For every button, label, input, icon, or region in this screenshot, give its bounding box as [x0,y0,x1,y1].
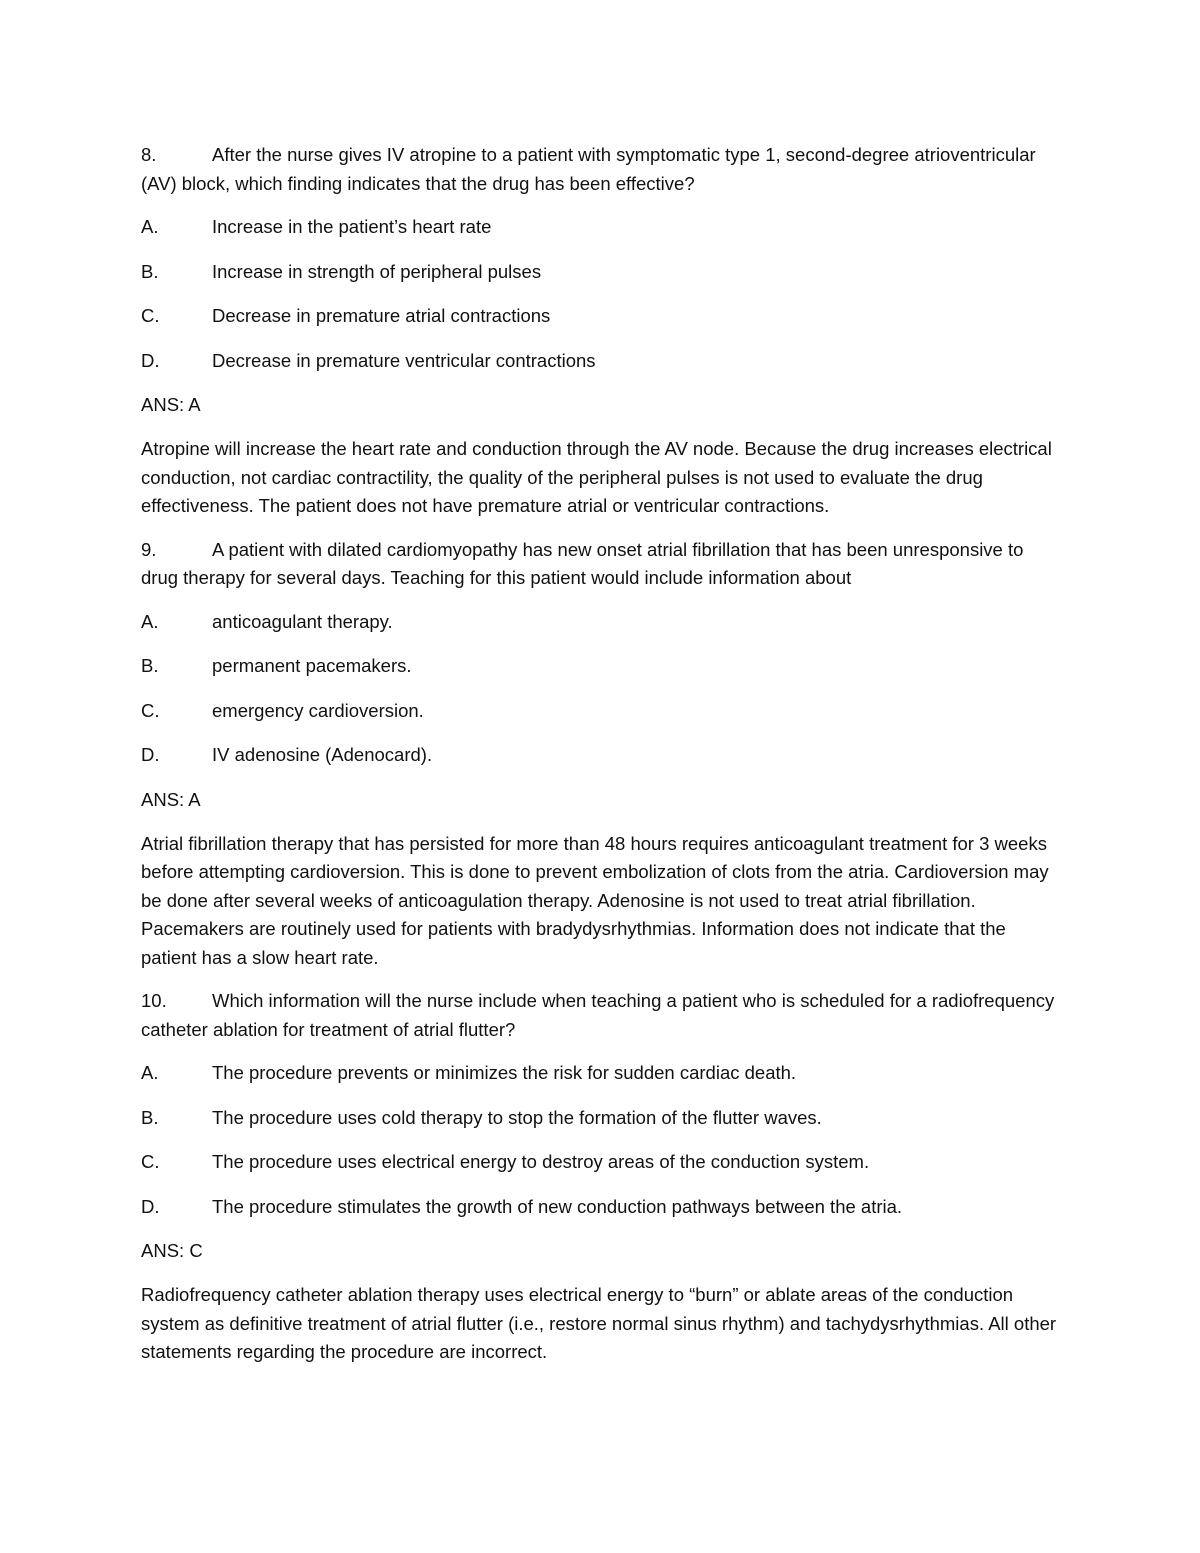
rationale: Atrial fibrillation therapy that has persisted for more than 48 hours requires anticoagulant treatment for 3 weeks before attempting cardioversion. This is done to prevent embolization of clots from the atria. Cardioversion may be done after several weeks of anticoagulation therapy. Adenosine is not used to treat atrial fibrillation. Pacemakers are routinely used for patients with bradydysrhythmias. Information does not indicate that the patient has a slow heart rate. [141,832,1049,968]
option-text: The procedure prevents or minimizes the risk for sudden cardiac death. [212,1062,797,1083]
option-letter: A. [141,610,159,632]
option-text: The procedure uses electrical energy to destroy areas of the conduction system. [212,1151,870,1172]
option-text: anticoagulant therapy. [212,610,393,632]
rationale: Radiofrequency catheter ablation therapy uses electrical energy to “burn” or ablate areas of the conduction system as definitive treatment of atrial flutter (i.e., restore normal sinus rhythm) and tachydysrhythmias. All other statements regarding the procedure are incorrect. [141,1284,1057,1362]
answer-option [141,652,1061,680]
answer-option [141,213,1061,241]
option-letter: B. [141,1106,159,1128]
option-letter: C. [141,1151,160,1172]
option-text: permanent pacemakers. [212,655,412,676]
option-text: emergency cardioversion. [212,699,424,721]
option-letter: D. [141,1195,160,1217]
option-text: Decrease in premature ventricular contractions [212,349,596,371]
option-text: The procedure uses cold therapy to stop the formation of the flutter waves. [212,1106,822,1128]
question-stem [141,536,1061,593]
answer-option [141,608,1061,636]
option-letter: C. [141,305,160,326]
rationale: Atropine will increase the heart rate and conduction through the AV node. Because the drug increases electrical conduction, not cardiac contractility, the quality of the peripheral pulses is not used to evaluate the drug effectiveness. The patient does not have premature atrial or ventricular contractions. [141,438,1052,516]
option-text: Increase in the patient’s heart rate [212,216,492,237]
question-stem [141,141,1061,198]
question-text: Which information will the nurse include when teaching a patient who is scheduled for a radiofrequency catheter ablation for treatment of atrial flutter? [141,990,1055,1040]
answer-key: ANS: C [141,1240,203,1261]
question-stem [141,987,1061,1044]
answer-key: ANS: A [141,788,201,810]
answer-option [141,258,1061,286]
option-text: Increase in strength of peripheral pulses [212,260,542,282]
answer-key: ANS: A [141,394,201,415]
question-text: A patient with dilated cardiomyopathy has new onset atrial fibrillation that has been unresponsive to drug therapy for several days. Teaching for this patient would include information about [141,538,1024,588]
option-text: IV adenosine (Adenocard). [212,744,433,765]
answer-option [141,1148,1061,1176]
document-page [141,141,1061,1382]
option-text: The procedure stimulates the growth of new conduction pathways between the atria. [212,1195,903,1217]
option-letter: A. [141,1062,159,1083]
option-letter: B. [141,260,159,282]
option-letter: D. [141,349,160,371]
answer-option [141,1059,1061,1087]
question-number: 8. [141,144,157,165]
option-letter: D. [141,744,160,765]
answer-option [141,1104,1061,1132]
option-text: Decrease in premature atrial contractions [212,305,551,326]
answer-option [141,741,1061,769]
answer-option [141,302,1061,330]
option-letter: C. [141,699,160,721]
option-letter: B. [141,655,159,676]
answer-option [141,347,1061,375]
option-letter: A. [141,216,159,237]
answer-option [141,697,1061,725]
question-text: After the nurse gives IV atropine to a patient with symptomatic type 1, second-degree atrioventricular (AV) block, which finding indicates that the drug has been effective? [141,144,1036,194]
question-number: 9. [141,538,157,560]
answer-option [141,1193,1061,1221]
question-number: 10. [141,990,167,1011]
